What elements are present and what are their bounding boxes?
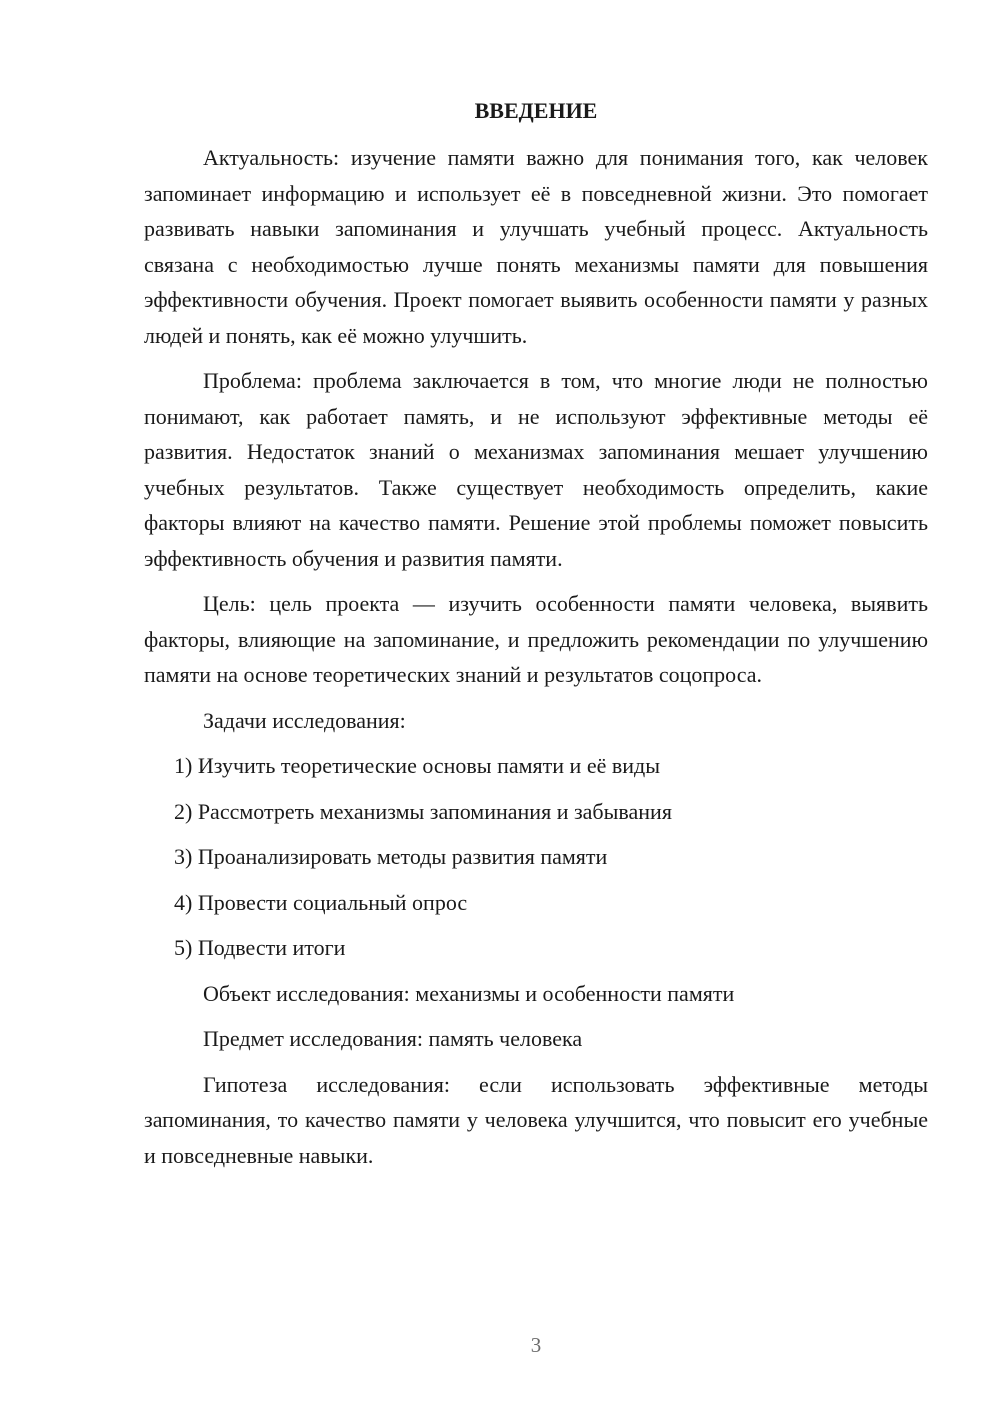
tasks-heading: Задачи исследования: [203, 707, 406, 733]
page-number: 3 [530, 1333, 542, 1357]
section-title: ВВЕДЕНИЕ [474, 98, 598, 123]
task-item-5: 5) Подвести итоги [174, 935, 346, 960]
task-item-2: 2) Рассмотреть механизмы запоминания и забывания [174, 798, 672, 824]
task-item-3: 3) Проанализировать методы развития памяти [174, 844, 608, 869]
research-object: Объект исследования: механизмы и особенности памяти [203, 980, 735, 1006]
relevance-paragraph: Актуальность: изучение памяти важно для понимания того, как человек запоминает информацию и использует её в повседневной жизни. Это помогает развивать навыки запоминания и улучшать учебный процесс. Актуальность связана с необходимостью лучше понять механизмы памяти для повышения эффективности обучения. Проект помогает выявить особенности памяти у разных людей и понять, как её можно улучшить. [144, 145, 928, 348]
task-item-1: 1) Изучить теоретические основы памяти и её виды [174, 753, 660, 778]
research-subject: Предмет исследования: память человека [203, 1026, 583, 1051]
problem-paragraph: Проблема: проблема заключается в том, что многие люди не полностью понимают, как работает память, и не используют эффективные методы её развития. Недостаток знаний о механизмах запоминания мешает улучшению учебных результатов. Также существует необходимость определить, какие факторы влияют на качество памяти. Решение этой проблемы поможет повысить эффективность обучения и развития памяти. [144, 368, 928, 571]
task-item-4: 4) Провести социальный опрос [174, 889, 468, 915]
page-content [144, 96, 928, 1183]
hypothesis-paragraph: Гипотеза исследования: если использовать эффективные методы запоминания, то качество памяти у человека улучшится, что повысит его учебные и повседневные навыки. [144, 1071, 928, 1168]
goal-paragraph: Цель: цель проекта — изучить особенности памяти человека, выявить факторы, влияющие на запоминание, и предложить рекомендации по улучшению памяти на основе теоретических знаний и результатов соцопроса. [144, 591, 928, 687]
